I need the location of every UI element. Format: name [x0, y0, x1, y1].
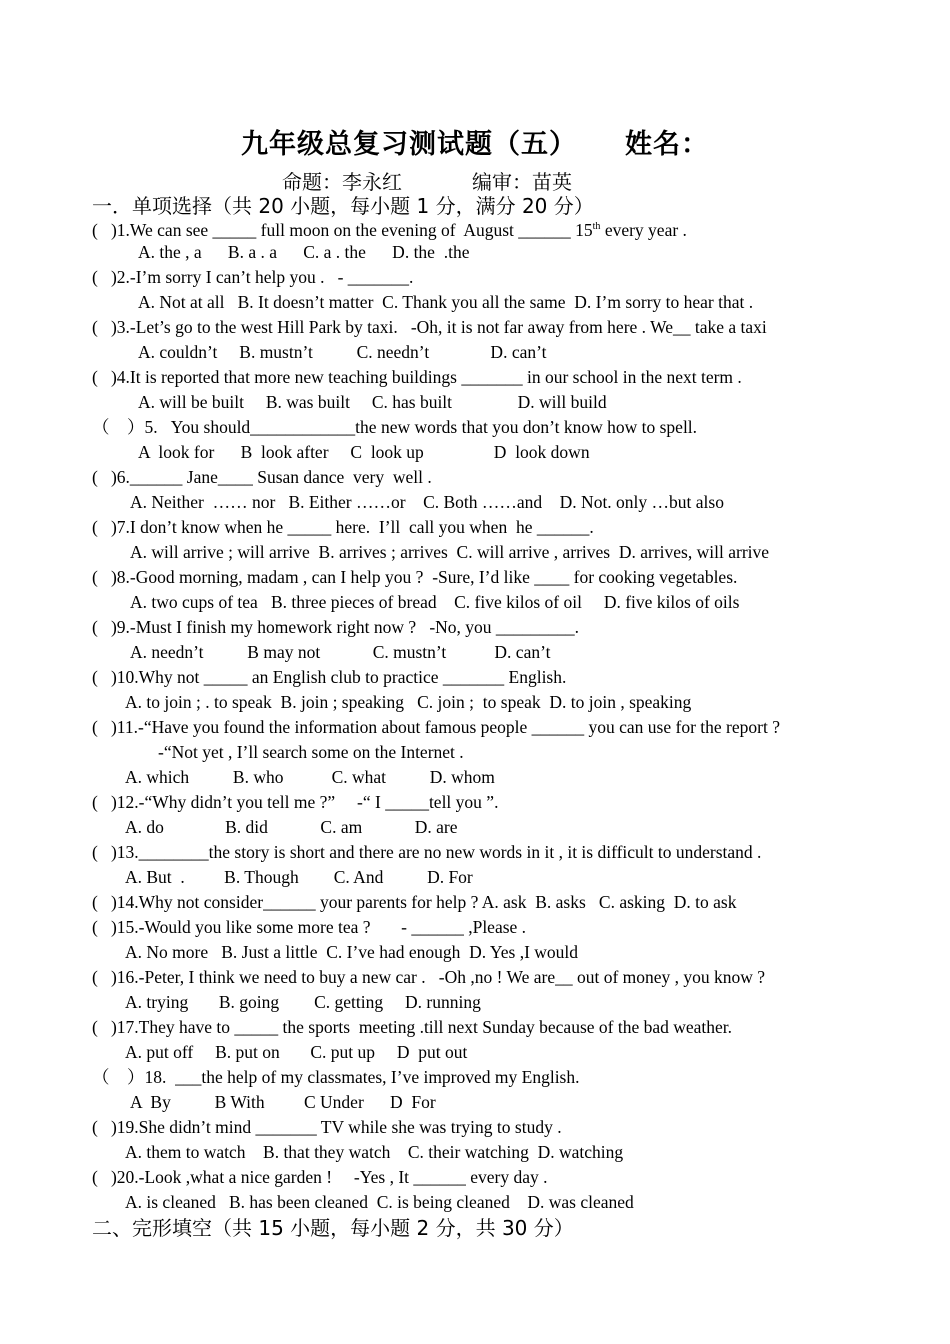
question-1-text-tail: every year . [600, 219, 687, 240]
question-4: ( )4.It is reported that more new teaching buildings _______ in our school in the next term . [92, 367, 742, 387]
question-9: ( )9.-Must I finish my homework right now ? -No, you _________. [92, 617, 580, 637]
question-3: ( )3.-Let’s go to the west Hill Park by taxi. -Oh, it is not far away from here . We__ take a taxi [92, 317, 767, 337]
question-1-options: A. the , a B. a . a C. a . the D. the .the [138, 242, 470, 262]
title-text: 九年级总复习测试题（五） [241, 129, 577, 160]
question-6: ( )6.______ Jane____ Susan dance very well . [92, 467, 432, 487]
superscript-th: th [592, 221, 601, 232]
page-title [0, 122, 950, 161]
question-15-options: A. No more B. Just a little C. I’ve had enough D. Yes ,I would [125, 942, 579, 962]
question-12-options: A. do B. did C. am D. are [125, 817, 458, 837]
question-11: ( )11.-“Have you found the information about famous people ______ you can use for the report ? [92, 717, 780, 737]
question-11-options: A. which B. who C. what D. whom [125, 767, 495, 787]
question-8-options: A. two cups of tea B. three pieces of bread C. five kilos of oil D. five kilos of oils [130, 592, 740, 612]
question-13: ( )13.________the story is short and there are no new words in it , it is difficult to understand . [92, 842, 762, 862]
question-16-options: A. trying B. going C. getting D. running [125, 992, 481, 1012]
question-19-options: A. them to watch B. that they watch C. their watching D. watching [125, 1142, 624, 1162]
question-10-options: A. to join ; . to speak B. join ; speaking C. join ; to speak D. to join , speaking [125, 692, 692, 712]
question-8: ( )8.-Good morning, madam , can I help you ? -Sure, I’d like ____ for cooking vegetables. [92, 567, 738, 587]
question-7-options: A. will arrive ; will arrive B. arrives ; arrives C. will arrive , arrives D. arrives, will arrive [130, 542, 770, 562]
question-9-options: A. needn’t B may not C. mustn’t D. can’t [130, 642, 551, 662]
author-label: 命题：李永红 [282, 170, 402, 194]
question-16: ( )16.-Peter, I think we need to buy a new car . -Oh ,no ! We are__ out of money , you know ? [92, 967, 766, 987]
question-10: ( )10.Why not _____ an English club to practice _______ English. [92, 667, 567, 687]
question-13-options: A. But . B. Though C. And D. For [125, 867, 473, 887]
section-1-heading: 一．单项选择（共 20 小题，每小题 1 分，满分 20 分） [92, 194, 594, 218]
question-18-options: A By B With C Under D For [130, 1092, 436, 1112]
question-2-options: A. Not at all B. It doesn’t matter C. Thank you all the same D. I’m sorry to hear that . [138, 292, 754, 312]
question-5-options: A look for B look after C look up D look down [138, 442, 590, 462]
question-3-options: A. couldn’t B. mustn’t C. needn’t D. can’t [138, 342, 547, 362]
question-1-text: ( )1.We can see _____ full moon on the evening of August ______ 15 [92, 219, 593, 240]
question-5: （ ）5. You should____________the new words that you don’t know how to spell. [92, 417, 698, 437]
question-1 [92, 216, 687, 241]
name-label: 姓名： [625, 129, 709, 160]
question-15: ( )15.-Would you like some more tea ? - ______ ,Please . [92, 917, 527, 937]
question-17: ( )17.They have to _____ the sports meeting .till next Sunday because of the bad weather. [92, 1017, 733, 1037]
question-19: ( )19.She didn’t mind _______ TV while she was trying to study . [92, 1117, 562, 1137]
question-17-options: A. put off B. put on C. put up D put out [125, 1042, 468, 1062]
question-14: ( )14.Why not consider______ your parents for help ? A. ask B. asks C. asking D. to ask [92, 892, 737, 912]
question-20-options: A. is cleaned B. has been cleaned C. is being cleaned D. was cleaned [125, 1192, 634, 1212]
section-2-heading: 二、完形填空（共 15 小题，每小题 2 分，共 30 分） [92, 1216, 574, 1240]
question-4-options: A. will be built B. was built C. has built D. will build [138, 392, 607, 412]
question-20: ( )20.-Look ,what a nice garden ! -Yes , It ______ every day . [92, 1167, 548, 1187]
question-11-reply: -“Not yet , I’ll search some on the Internet . [158, 742, 464, 762]
reviewer-label: 编审：苗英 [472, 170, 572, 194]
question-6-options: A. Neither …… nor B. Either ……or C. Both ……and D. Not. only …but also [130, 492, 724, 512]
question-2: ( )2.-I’m sorry I can’t help you . - _______. [92, 267, 414, 287]
question-12: ( )12.-“Why didn’t you tell me ?” -“ I _____tell you ”. [92, 792, 499, 812]
question-7: ( )7.I don’t know when he _____ here. I’ll call you when he ______. [92, 517, 594, 537]
question-18: （ ）18. ___the help of my classmates, I’ve improved my English. [92, 1067, 580, 1087]
